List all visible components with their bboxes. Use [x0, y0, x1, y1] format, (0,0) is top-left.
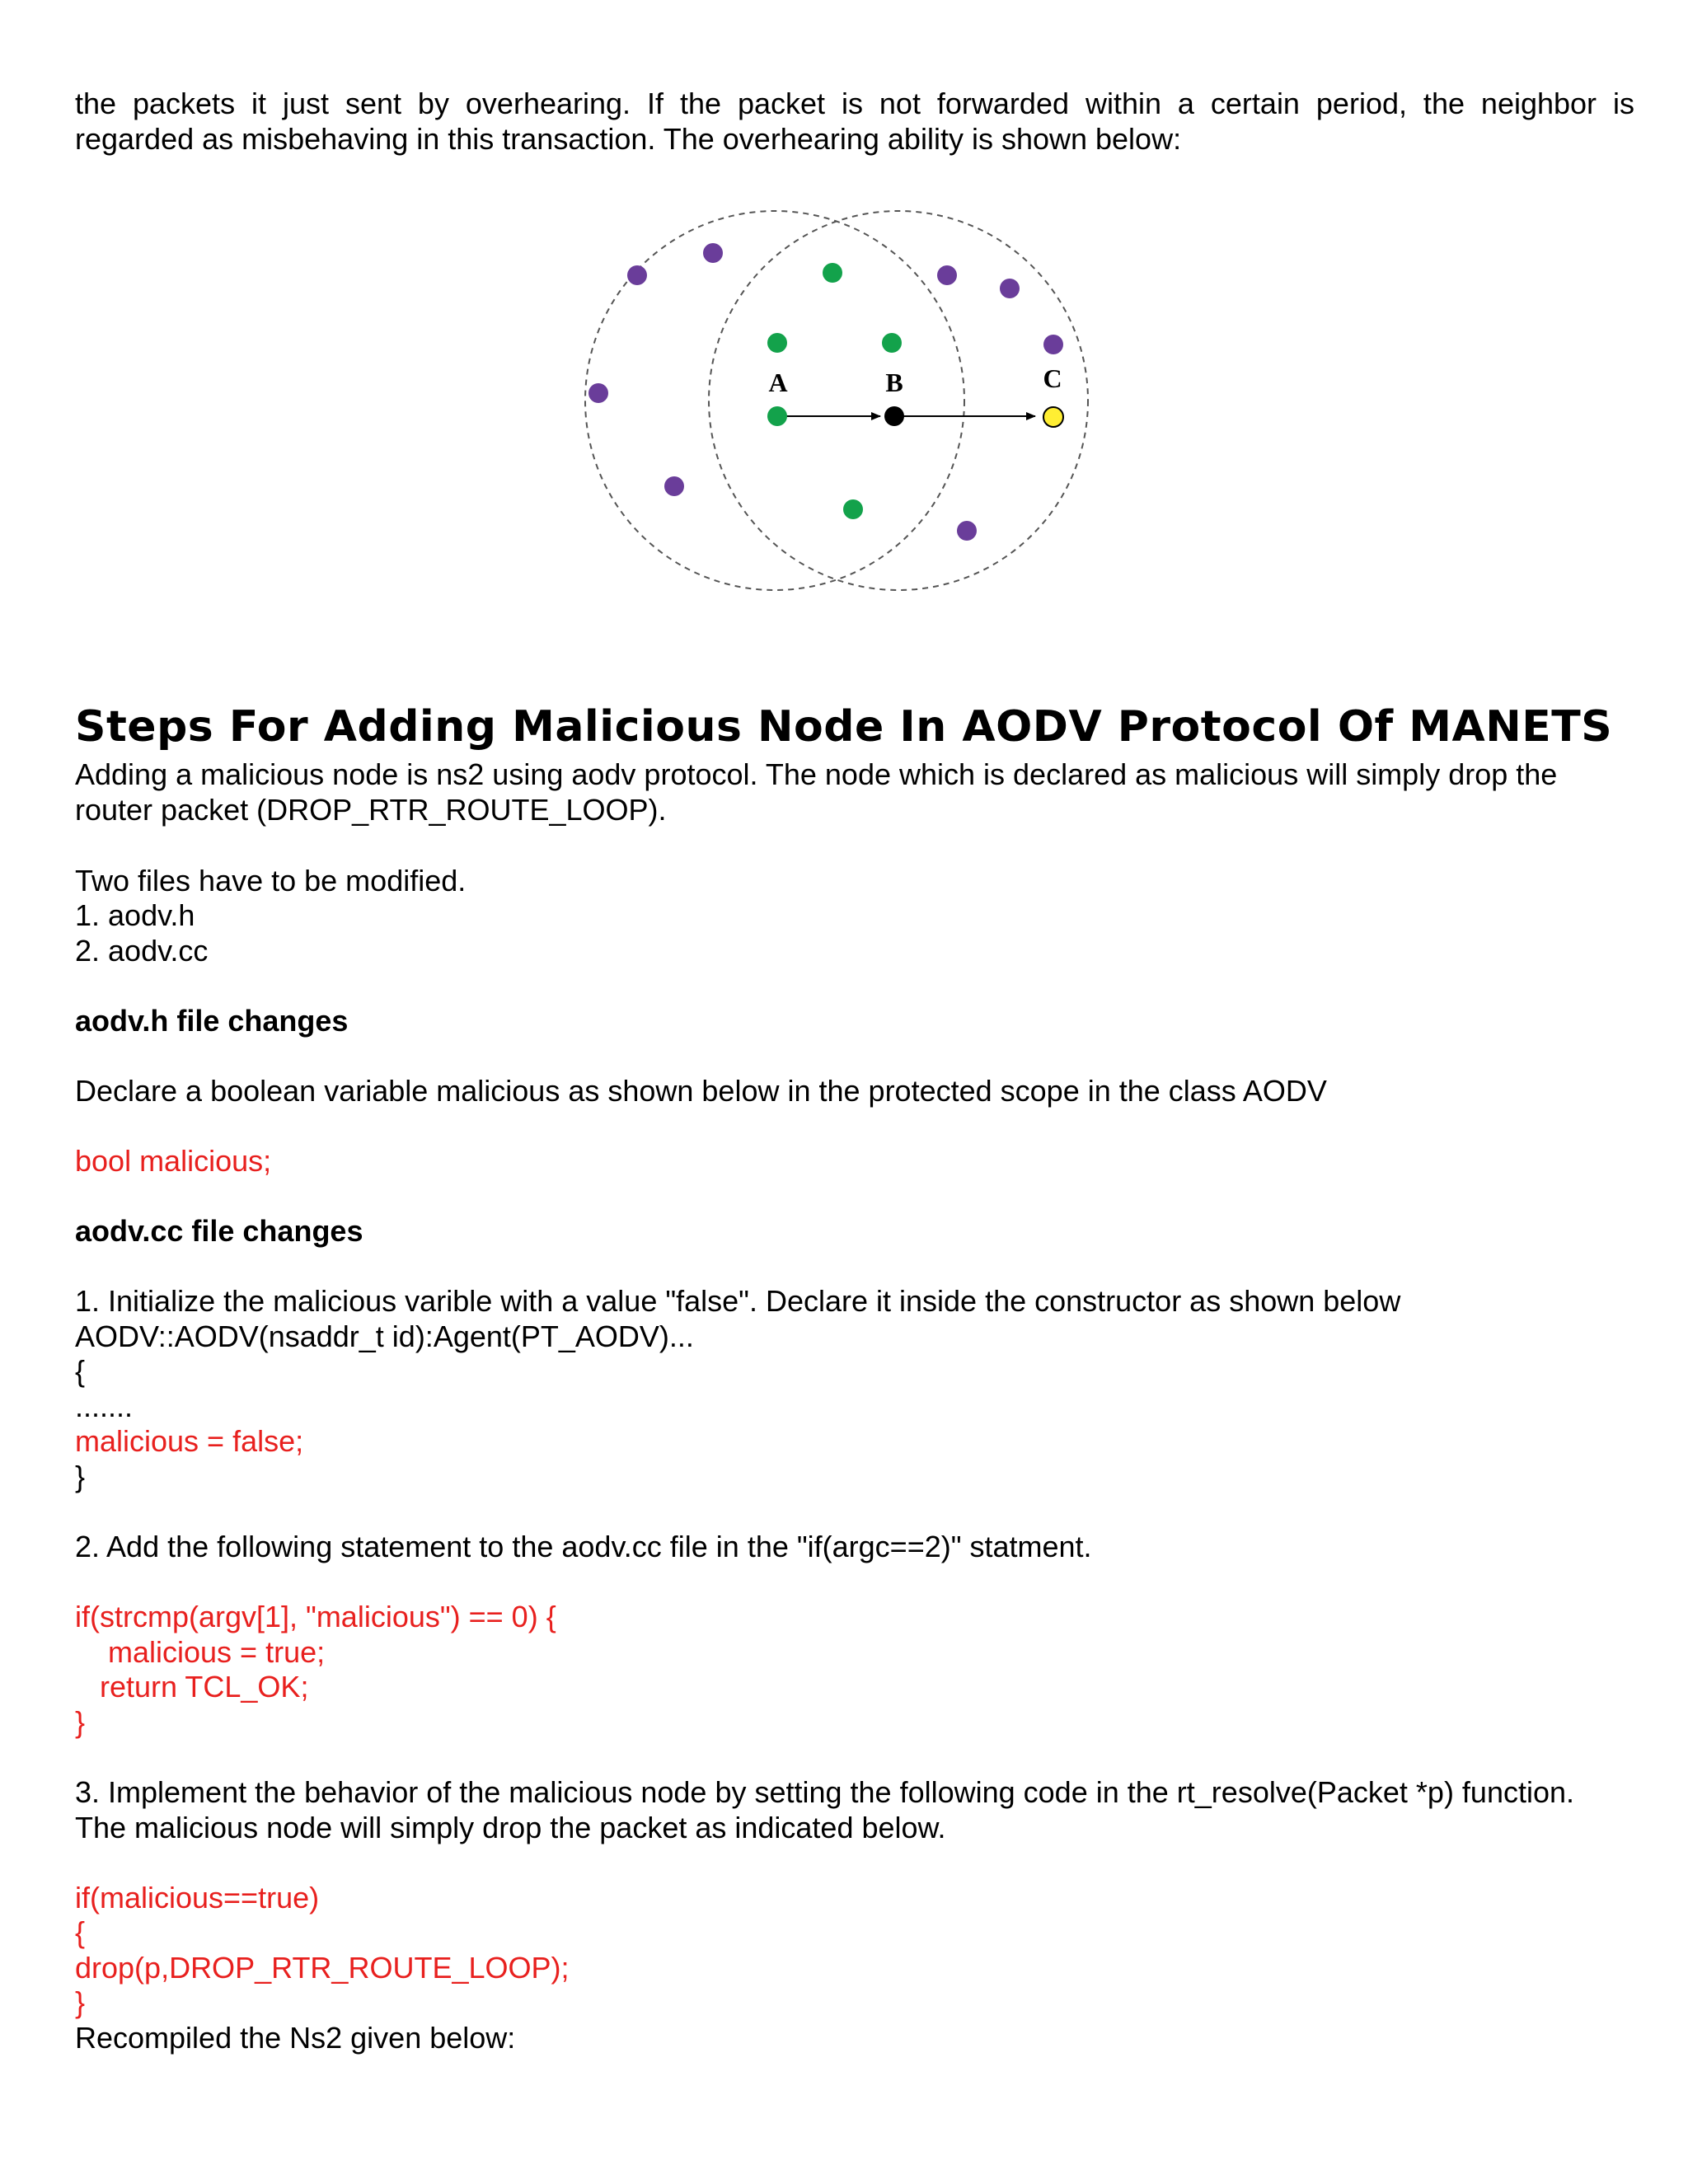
network-node-purple-3	[664, 476, 684, 496]
node-label-a: A	[768, 368, 788, 397]
section-aodv-h-desc: Declare a boolean variable malicious as shown below in the protected scope in the class AODV	[75, 1074, 1327, 1108]
files-item-1: 1. aodv.h	[75, 898, 195, 932]
step3-code-line-4: }	[75, 1985, 86, 2019]
step3-code-line-1: if(malicious==true)	[75, 1881, 320, 1915]
node-label-c: C	[1043, 363, 1062, 393]
step1-open-brace: {	[75, 1354, 86, 1388]
files-intro: Two files have to be modified.	[75, 864, 467, 898]
network-node-purple-11	[957, 521, 977, 541]
para1-line-1: Adding a malicious node is ns2 using aodv protocol. The node which is declared as malicious will simply drop the	[75, 757, 1558, 791]
network-node-purple-2	[588, 383, 608, 403]
page-heading: Steps For Adding Malicious Node In AODV Protocol Of MANETS	[75, 702, 1613, 752]
para1-line-2: router packet (DROP_RTR_ROUTE_LOOP).	[75, 793, 667, 827]
network-node-green-6	[882, 333, 902, 353]
step1-line-1: 1. Initialize the malicious varible with a value "false". Declare it inside the constructor as shown below	[75, 1284, 1401, 1318]
overhearing-diagram	[528, 198, 1137, 602]
step2-text: 2. Add the following statement to the aodv.cc file in the "if(argc==2)" statment.	[75, 1530, 1092, 1563]
network-node-green-7	[843, 499, 863, 519]
network-node-purple-0	[627, 265, 647, 285]
step2-code-line-3: return TCL_OK;	[75, 1670, 309, 1704]
step1-line-2: AODV::AODV(nsaddr_t id):Agent(PT_AODV)...	[75, 1319, 694, 1353]
node-label-b: B	[885, 368, 903, 397]
code-bool-malicious: bool malicious;	[75, 1144, 272, 1178]
step1-dots: .......	[75, 1390, 134, 1423]
step2-code-line-4: }	[75, 1705, 86, 1739]
section-aodv-h-title: aodv.h file changes	[75, 1004, 349, 1038]
step1-close-brace: }	[75, 1460, 86, 1493]
network-node-purple-1	[703, 243, 723, 263]
step1-code: malicious = false;	[75, 1424, 304, 1458]
step3-code-line-2: {	[75, 1915, 86, 1949]
step3-line-1: 3. Implement the behavior of the malicious node by setting the following code in the rt_resolve(Packet *p) function.	[75, 1775, 1575, 1809]
network-node-purple-10	[1043, 335, 1063, 354]
files-item-2: 2. aodv.cc	[75, 934, 209, 968]
network-node-purple-9	[1000, 279, 1020, 298]
range-circle-b	[709, 211, 1088, 590]
step3-line-2: The malicious node will simply drop the packet as indicated below.	[75, 1811, 946, 1844]
section-aodv-cc-title: aodv.cc file changes	[75, 1214, 363, 1248]
step2-code-line-1: if(strcmp(argv[1], "malicious") == 0) {	[75, 1600, 556, 1633]
intro-line-1: the packets it just sent by overhearing. If the packet is not forwarded within a certain period, the neighbor is	[75, 87, 1634, 120]
network-node-green-12	[767, 406, 787, 426]
network-node-yellow-14	[1043, 407, 1063, 427]
recompile-text: Recompiled the Ns2 given below:	[75, 2021, 516, 2055]
intro-line-2: regarded as misbehaving in this transaction. The overhearing ability is shown below:	[75, 122, 1182, 156]
network-node-black-13	[884, 406, 904, 426]
network-node-green-5	[767, 333, 787, 353]
step3-code-line-3: drop(p,DROP_RTR_ROUTE_LOOP);	[75, 1951, 570, 1985]
network-node-green-4	[823, 263, 842, 283]
network-node-purple-8	[937, 265, 957, 285]
step2-code-line-2: malicious = true;	[75, 1635, 326, 1669]
